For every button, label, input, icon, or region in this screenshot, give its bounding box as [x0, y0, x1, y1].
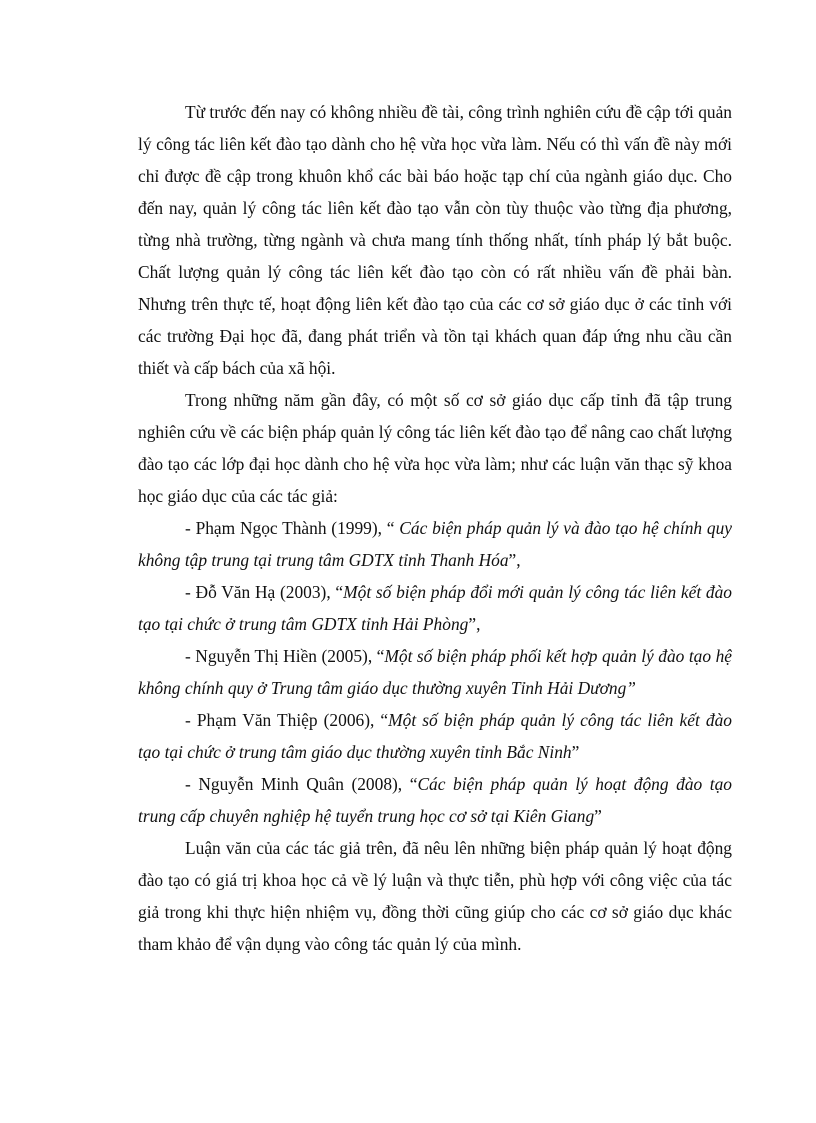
reference-tail: ”,	[468, 614, 481, 634]
document-page	[138, 96, 732, 960]
reference-item	[138, 768, 732, 832]
reference-author: - Phạm Văn Thiệp (2006), “	[185, 710, 389, 730]
reference-tail: ”	[571, 742, 580, 762]
reference-item	[138, 512, 732, 576]
reference-item	[138, 576, 732, 640]
reference-title: Một số biện pháp quản lý công tác liên kết đào tạo tại chức ở trung tâm giáo dục thường xuyên tỉnh Bắc Ninh	[138, 710, 732, 762]
reference-tail: ”	[594, 806, 602, 826]
reference-author: - Nguyễn Thị Hiền (2005), “	[185, 646, 385, 666]
reference-author: - Đỗ Văn Hạ (2003), “	[185, 582, 344, 602]
paragraph-conclusion: Luận văn của các tác giả trên, đã nêu lên những biện pháp quản lý hoạt động đào tạo có giá trị khoa học cả về lý luận và thực tiễn, phù hợp với công việc của tác giả trong khi thực hiện nhiệm vụ, đồng thời cũng giúp cho các cơ sở giáo dục khác tham khảo để vận dụng vào công tác quản lý của mình.	[138, 838, 732, 954]
paragraph-research: Trong những năm gần đây, có một số cơ sở giáo dục cấp tỉnh đã tập trung nghiên cứu về các biện pháp quản lý công tác liên kết đào tạo để nâng cao chất lượng đào tạo các lớp đại học dành cho hệ vừa học vừa làm; như các luận văn thạc sỹ khoa học giáo dục của các tác giả:	[138, 390, 732, 506]
reference-title: Một số biện pháp phối kết hợp quản lý đào tạo hệ không chính quy ở Trung tâm giáo dục thường xuyên Tỉnh Hải Dương”	[138, 646, 732, 698]
reference-tail: ”,	[508, 550, 521, 570]
reference-title: Các biện pháp quản lý và đào tạo hệ chính quy không tập trung tại trung tâm GDTX tỉnh Thanh Hóa	[138, 518, 732, 570]
reference-author: - Phạm Ngọc Thành (1999), “	[185, 518, 395, 538]
reference-item	[138, 704, 732, 768]
reference-item	[138, 640, 732, 704]
reference-title: Các biện pháp quản lý hoạt động đào tạo trung cấp chuyên nghiệp hệ tuyển trung học cơ sở tại Kiên Giang	[138, 774, 732, 826]
reference-author: - Nguyễn Minh Quân (2008), “	[185, 774, 418, 794]
reference-title: Một số biện pháp đổi mới quản lý công tác liên kết đào tạo tại chức ở trung tâm GDTX tỉnh Hải Phòng	[138, 582, 732, 634]
paragraph-intro: Từ trước đến nay có không nhiều đề tài, công trình nghiên cứu đề cập tới quản lý công tác liên kết đào tạo dành cho hệ vừa học vừa làm. Nếu có thì vấn đề này mới chỉ được đề cập trong khuôn khổ các bài báo hoặc tạp chí của ngành giáo dục. Cho đến nay, quản lý công tác liên kết đào tạo vẫn còn tùy thuộc vào từng địa phương, từng nhà trường, từng ngành và chưa mang tính thống nhất, tính pháp lý bắt buộc. Chất lượng quản lý công tác liên kết đào tạo còn có rất nhiều vấn đề phải bàn. Nhưng trên thực tế, hoạt động liên kết đào tạo của các cơ sở giáo dục ở các tỉnh với các trường Đại học đã, đang phát triển và tồn tại khách quan đáp ứng nhu cầu cần thiết và cấp bách của xã hội.	[138, 102, 732, 378]
